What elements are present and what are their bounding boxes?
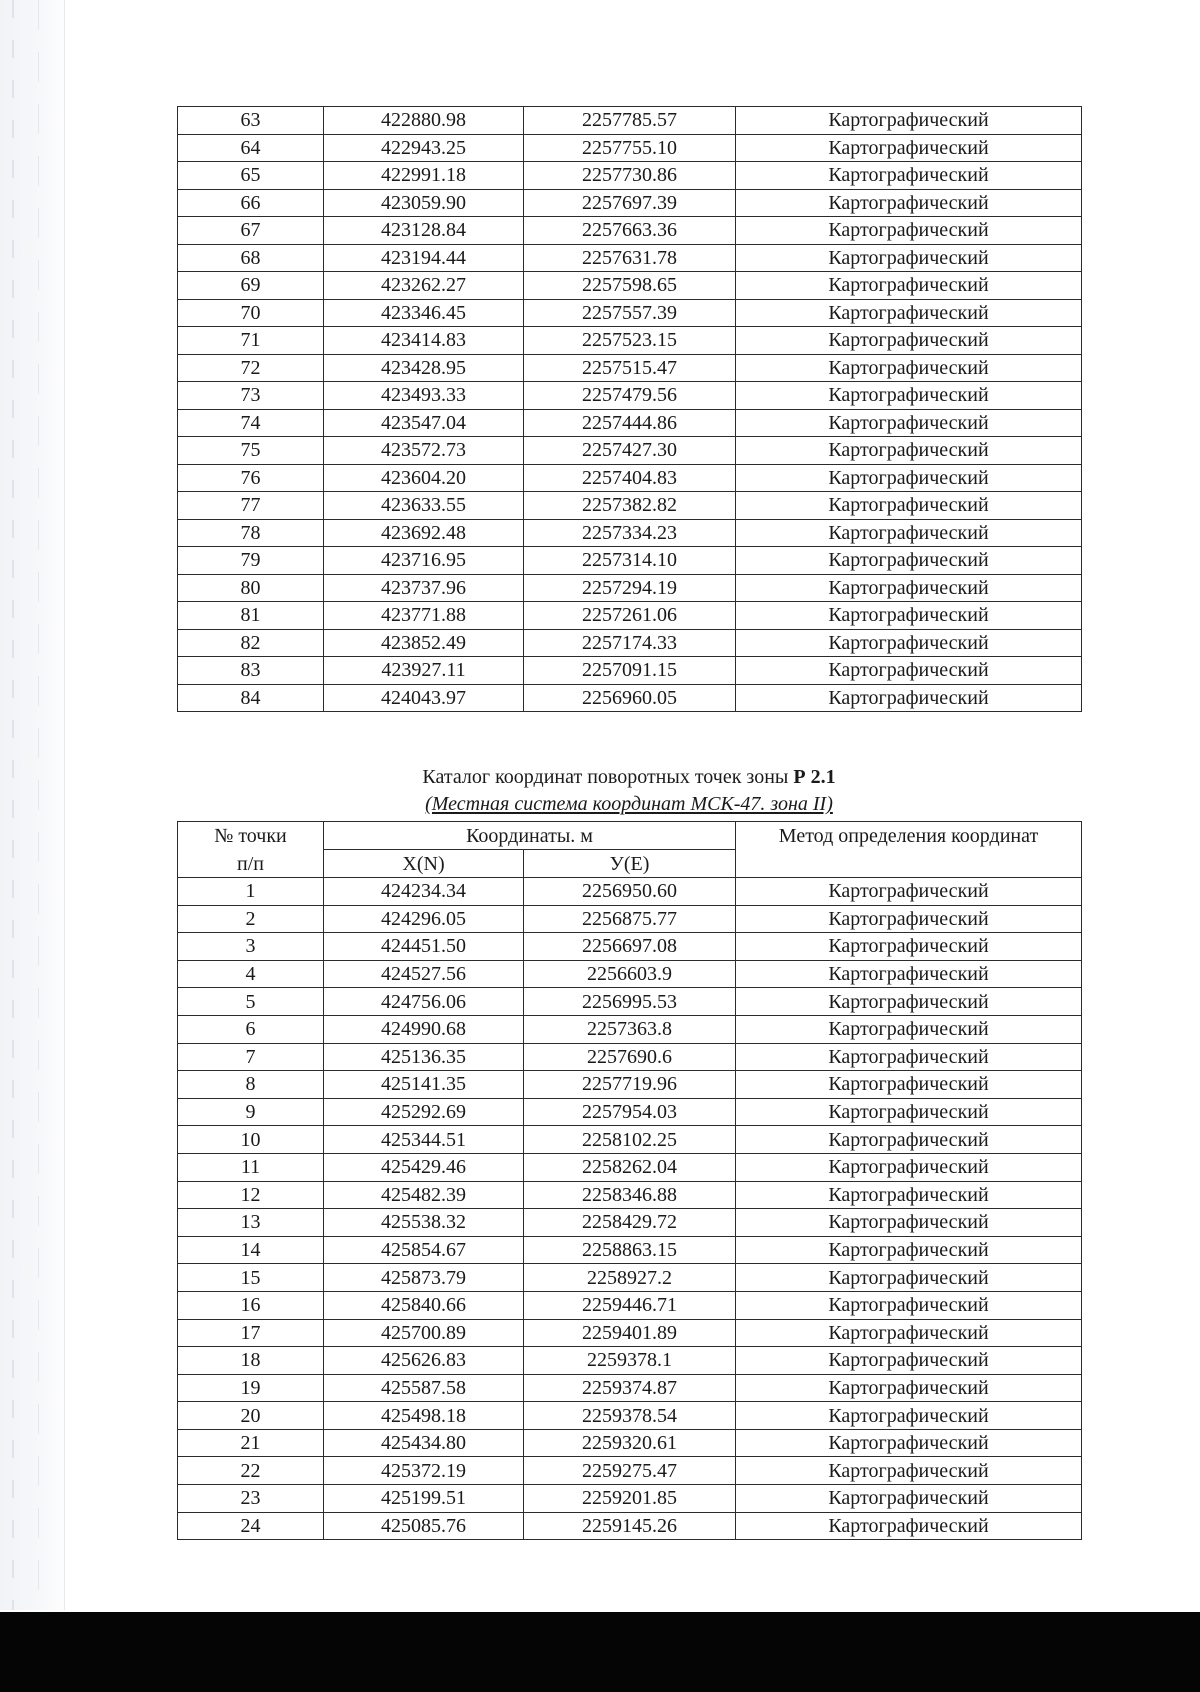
table-row bbox=[178, 684, 1082, 712]
header-method: Метод определения координат bbox=[736, 822, 1082, 878]
table-row bbox=[178, 574, 1082, 602]
cell-x: 423604.20 bbox=[324, 464, 524, 492]
cell-point-number: 81 bbox=[178, 602, 324, 630]
cell-x: 424043.97 bbox=[324, 684, 524, 712]
cell-method: Картографический bbox=[736, 1402, 1082, 1430]
table-row bbox=[178, 217, 1082, 245]
cell-x: 423128.84 bbox=[324, 217, 524, 245]
table-row bbox=[178, 1374, 1082, 1402]
cell-method: Картографический bbox=[736, 217, 1082, 245]
cell-y: 2256697.08 bbox=[524, 933, 736, 961]
cell-y: 2258927.2 bbox=[524, 1264, 736, 1292]
cell-method: Картографический bbox=[736, 1457, 1082, 1485]
cell-y: 2257755.10 bbox=[524, 134, 736, 162]
cell-y: 2256603.9 bbox=[524, 960, 736, 988]
cell-method: Картографический bbox=[736, 272, 1082, 300]
catalog-heading bbox=[177, 764, 1081, 818]
cell-method: Картографический bbox=[736, 1485, 1082, 1513]
cell-method: Картографический bbox=[736, 134, 1082, 162]
cell-y: 2257954.03 bbox=[524, 1098, 736, 1126]
cell-x: 425344.51 bbox=[324, 1126, 524, 1154]
cell-y: 2259201.85 bbox=[524, 1485, 736, 1513]
cell-y: 2259145.26 bbox=[524, 1512, 736, 1540]
cell-y: 2257091.15 bbox=[524, 657, 736, 685]
cell-y: 2256875.77 bbox=[524, 905, 736, 933]
cell-method: Картографический bbox=[736, 1291, 1082, 1319]
cell-y: 2258262.04 bbox=[524, 1153, 736, 1181]
cell-method: Картографический bbox=[736, 1512, 1082, 1540]
table-row bbox=[178, 905, 1082, 933]
cell-method: Картографический bbox=[736, 1071, 1082, 1099]
cell-point-number: 3 bbox=[178, 933, 324, 961]
cell-method: Картографический bbox=[736, 1126, 1082, 1154]
table-row bbox=[178, 1319, 1082, 1347]
table-row bbox=[178, 602, 1082, 630]
cell-method: Картографический bbox=[736, 960, 1082, 988]
cell-y: 2257697.39 bbox=[524, 189, 736, 217]
cell-method: Картографический bbox=[736, 602, 1082, 630]
cell-y: 2256960.05 bbox=[524, 684, 736, 712]
cell-x: 423716.95 bbox=[324, 547, 524, 575]
table-row bbox=[178, 1457, 1082, 1485]
cell-method: Картографический bbox=[736, 878, 1082, 906]
cell-x: 423633.55 bbox=[324, 492, 524, 520]
table-row bbox=[178, 107, 1082, 135]
cell-method: Картографический bbox=[736, 1181, 1082, 1209]
cell-x: 424296.05 bbox=[324, 905, 524, 933]
scan-bottom-border bbox=[0, 1612, 1200, 1692]
cell-point-number: 17 bbox=[178, 1319, 324, 1347]
cell-y: 2259275.47 bbox=[524, 1457, 736, 1485]
cell-y: 2257427.30 bbox=[524, 437, 736, 465]
cell-x: 423692.48 bbox=[324, 519, 524, 547]
header-point-number-label: № точки bbox=[214, 824, 287, 847]
cell-method: Картографический bbox=[736, 629, 1082, 657]
cell-y: 2257444.86 bbox=[524, 409, 736, 437]
cell-x: 425292.69 bbox=[324, 1098, 524, 1126]
cell-y: 2257174.33 bbox=[524, 629, 736, 657]
cell-x: 422943.25 bbox=[324, 134, 524, 162]
cell-point-number: 79 bbox=[178, 547, 324, 575]
table-row bbox=[178, 629, 1082, 657]
cell-x: 423493.33 bbox=[324, 382, 524, 410]
cell-x: 425538.32 bbox=[324, 1209, 524, 1237]
cell-method: Картографический bbox=[736, 1319, 1082, 1347]
cell-method: Картографический bbox=[736, 1264, 1082, 1292]
cell-x: 425372.19 bbox=[324, 1457, 524, 1485]
cell-method: Картографический bbox=[736, 905, 1082, 933]
table-row bbox=[178, 1071, 1082, 1099]
cell-y: 2259320.61 bbox=[524, 1429, 736, 1457]
cell-method: Картографический bbox=[736, 492, 1082, 520]
cell-method: Картографический bbox=[736, 244, 1082, 272]
table-row bbox=[178, 1512, 1082, 1540]
cell-point-number: 73 bbox=[178, 382, 324, 410]
cell-method: Картографический bbox=[736, 547, 1082, 575]
cell-point-number: 18 bbox=[178, 1347, 324, 1375]
cell-y: 2258863.15 bbox=[524, 1236, 736, 1264]
cell-method: Картографический bbox=[736, 409, 1082, 437]
cell-y: 2258346.88 bbox=[524, 1181, 736, 1209]
cell-y: 2257382.82 bbox=[524, 492, 736, 520]
coordinates-table-body bbox=[178, 107, 1082, 712]
cell-point-number: 22 bbox=[178, 1457, 324, 1485]
table-row bbox=[178, 1015, 1082, 1043]
cell-point-number: 70 bbox=[178, 299, 324, 327]
cell-y: 2259374.87 bbox=[524, 1374, 736, 1402]
cell-x: 425587.58 bbox=[324, 1374, 524, 1402]
cell-method: Картографический bbox=[736, 574, 1082, 602]
cell-point-number: 66 bbox=[178, 189, 324, 217]
table-row bbox=[178, 960, 1082, 988]
table-row bbox=[178, 1043, 1082, 1071]
cell-method: Картографический bbox=[736, 519, 1082, 547]
cell-x: 423572.73 bbox=[324, 437, 524, 465]
cell-point-number: 1 bbox=[178, 878, 324, 906]
cell-method: Картографический bbox=[736, 189, 1082, 217]
cell-method: Картографический bbox=[736, 437, 1082, 465]
header-y: У(E) bbox=[524, 850, 736, 878]
cell-x: 425498.18 bbox=[324, 1402, 524, 1430]
cell-x: 422991.18 bbox=[324, 162, 524, 190]
cell-point-number: 65 bbox=[178, 162, 324, 190]
header-point-number bbox=[178, 822, 324, 878]
table-row bbox=[178, 1291, 1082, 1319]
cell-method: Картографический bbox=[736, 988, 1082, 1016]
cell-point-number: 83 bbox=[178, 657, 324, 685]
catalog-zone-label: Р 2.1 bbox=[793, 766, 836, 788]
cell-method: Картографический bbox=[736, 327, 1082, 355]
cell-y: 2257719.96 bbox=[524, 1071, 736, 1099]
cell-method: Картографический bbox=[736, 1374, 1082, 1402]
table-row bbox=[178, 988, 1082, 1016]
table-row bbox=[178, 272, 1082, 300]
header-point-number-sublabel: п/п bbox=[237, 852, 264, 875]
table-row bbox=[178, 1402, 1082, 1430]
cell-y: 2257631.78 bbox=[524, 244, 736, 272]
cell-method: Картографический bbox=[736, 1153, 1082, 1181]
cell-y: 2257598.65 bbox=[524, 272, 736, 300]
cell-x: 423927.11 bbox=[324, 657, 524, 685]
cell-x: 425085.76 bbox=[324, 1512, 524, 1540]
table-row bbox=[178, 189, 1082, 217]
cell-point-number: 6 bbox=[178, 1015, 324, 1043]
catalog-title-text: Каталог координат поворотных точек зоны bbox=[422, 766, 789, 788]
cell-y: 2257479.56 bbox=[524, 382, 736, 410]
table-row bbox=[178, 547, 1082, 575]
cell-x: 423428.95 bbox=[324, 354, 524, 382]
cell-point-number: 67 bbox=[178, 217, 324, 245]
cell-y: 2257363.8 bbox=[524, 1015, 736, 1043]
table-row bbox=[178, 1153, 1082, 1181]
cell-point-number: 74 bbox=[178, 409, 324, 437]
cell-method: Картографический bbox=[736, 1209, 1082, 1237]
cell-x: 425429.46 bbox=[324, 1153, 524, 1181]
table-row bbox=[178, 1347, 1082, 1375]
catalog-subtitle: (Местная система координат МСК-47. зона II) bbox=[425, 793, 833, 815]
cell-point-number: 84 bbox=[178, 684, 324, 712]
cell-x: 422880.98 bbox=[324, 107, 524, 135]
cell-y: 2257557.39 bbox=[524, 299, 736, 327]
cell-y: 2257663.36 bbox=[524, 217, 736, 245]
cell-x: 423059.90 bbox=[324, 189, 524, 217]
cell-x: 424234.34 bbox=[324, 878, 524, 906]
cell-x: 425199.51 bbox=[324, 1485, 524, 1513]
cell-point-number: 12 bbox=[178, 1181, 324, 1209]
scan-margin-strip bbox=[0, 0, 65, 1610]
cell-point-number: 8 bbox=[178, 1071, 324, 1099]
cell-x: 425482.39 bbox=[324, 1181, 524, 1209]
cell-point-number: 69 bbox=[178, 272, 324, 300]
cell-x: 423262.27 bbox=[324, 272, 524, 300]
cell-point-number: 15 bbox=[178, 1264, 324, 1292]
table-row bbox=[178, 1181, 1082, 1209]
cell-point-number: 16 bbox=[178, 1291, 324, 1319]
table-row bbox=[178, 492, 1082, 520]
cell-method: Картографический bbox=[736, 657, 1082, 685]
header-coordinates: Координаты. м bbox=[324, 822, 736, 850]
cell-method: Картографический bbox=[736, 1236, 1082, 1264]
cell-y: 2256995.53 bbox=[524, 988, 736, 1016]
cell-point-number: 13 bbox=[178, 1209, 324, 1237]
cell-method: Картографический bbox=[736, 1015, 1082, 1043]
cell-x: 425700.89 bbox=[324, 1319, 524, 1347]
cell-x: 424451.50 bbox=[324, 933, 524, 961]
cell-point-number: 77 bbox=[178, 492, 324, 520]
cell-y: 2257515.47 bbox=[524, 354, 736, 382]
cell-y: 2256950.60 bbox=[524, 878, 736, 906]
table-row bbox=[178, 1429, 1082, 1457]
cell-x: 423771.88 bbox=[324, 602, 524, 630]
cell-method: Картографический bbox=[736, 354, 1082, 382]
cell-point-number: 75 bbox=[178, 437, 324, 465]
cell-point-number: 71 bbox=[178, 327, 324, 355]
table-row bbox=[178, 382, 1082, 410]
cell-method: Картографический bbox=[736, 464, 1082, 492]
cell-point-number: 80 bbox=[178, 574, 324, 602]
cell-x: 425141.35 bbox=[324, 1071, 524, 1099]
table-row bbox=[178, 1264, 1082, 1292]
cell-point-number: 20 bbox=[178, 1402, 324, 1430]
table-row bbox=[178, 1098, 1082, 1126]
cell-point-number: 7 bbox=[178, 1043, 324, 1071]
coordinates-table-continued bbox=[177, 106, 1082, 712]
cell-point-number: 76 bbox=[178, 464, 324, 492]
cell-point-number: 11 bbox=[178, 1153, 324, 1181]
cell-y: 2257261.06 bbox=[524, 602, 736, 630]
table-row bbox=[178, 878, 1082, 906]
cell-x: 425626.83 bbox=[324, 1347, 524, 1375]
cell-point-number: 68 bbox=[178, 244, 324, 272]
cell-method: Картографический bbox=[736, 684, 1082, 712]
cell-y: 2257785.57 bbox=[524, 107, 736, 135]
cell-y: 2257334.23 bbox=[524, 519, 736, 547]
cell-point-number: 5 bbox=[178, 988, 324, 1016]
cell-point-number: 82 bbox=[178, 629, 324, 657]
cell-y: 2258429.72 bbox=[524, 1209, 736, 1237]
cell-method: Картографический bbox=[736, 933, 1082, 961]
table-row bbox=[178, 437, 1082, 465]
cell-point-number: 72 bbox=[178, 354, 324, 382]
cell-point-number: 23 bbox=[178, 1485, 324, 1513]
cell-method: Картографический bbox=[736, 1043, 1082, 1071]
cell-point-number: 21 bbox=[178, 1429, 324, 1457]
zone-coordinates-table bbox=[177, 821, 1082, 1540]
cell-method: Картографический bbox=[736, 1429, 1082, 1457]
cell-y: 2257404.83 bbox=[524, 464, 736, 492]
cell-method: Картографический bbox=[736, 1098, 1082, 1126]
cell-y: 2257523.15 bbox=[524, 327, 736, 355]
cell-y: 2257294.19 bbox=[524, 574, 736, 602]
cell-method: Картографический bbox=[736, 382, 1082, 410]
table-row bbox=[178, 299, 1082, 327]
cell-x: 423194.44 bbox=[324, 244, 524, 272]
table-row bbox=[178, 933, 1082, 961]
table-row bbox=[178, 657, 1082, 685]
table-row bbox=[178, 244, 1082, 272]
cell-point-number: 78 bbox=[178, 519, 324, 547]
cell-x: 425873.79 bbox=[324, 1264, 524, 1292]
cell-point-number: 10 bbox=[178, 1126, 324, 1154]
table-row bbox=[178, 1126, 1082, 1154]
table-row bbox=[178, 464, 1082, 492]
cell-x: 424527.56 bbox=[324, 960, 524, 988]
cell-point-number: 64 bbox=[178, 134, 324, 162]
cell-x: 424990.68 bbox=[324, 1015, 524, 1043]
cell-x: 423852.49 bbox=[324, 629, 524, 657]
table-row bbox=[178, 162, 1082, 190]
cell-point-number: 14 bbox=[178, 1236, 324, 1264]
cell-point-number: 2 bbox=[178, 905, 324, 933]
cell-point-number: 19 bbox=[178, 1374, 324, 1402]
table-row bbox=[178, 1209, 1082, 1237]
cell-x: 423414.83 bbox=[324, 327, 524, 355]
cell-x: 423346.45 bbox=[324, 299, 524, 327]
cell-y: 2257730.86 bbox=[524, 162, 736, 190]
zone-coordinates-table-body bbox=[178, 878, 1082, 1540]
cell-point-number: 4 bbox=[178, 960, 324, 988]
catalog-title bbox=[177, 764, 1081, 791]
cell-point-number: 24 bbox=[178, 1512, 324, 1540]
cell-x: 423547.04 bbox=[324, 409, 524, 437]
cell-point-number: 63 bbox=[178, 107, 324, 135]
cell-y: 2257314.10 bbox=[524, 547, 736, 575]
cell-x: 425434.80 bbox=[324, 1429, 524, 1457]
table-row bbox=[178, 1485, 1082, 1513]
table-row bbox=[178, 327, 1082, 355]
table-row bbox=[178, 1236, 1082, 1264]
table-header-row bbox=[178, 822, 1082, 850]
table-row bbox=[178, 519, 1082, 547]
cell-method: Картографический bbox=[736, 1347, 1082, 1375]
cell-method: Картографический bbox=[736, 299, 1082, 327]
table-row bbox=[178, 354, 1082, 382]
cell-x: 425854.67 bbox=[324, 1236, 524, 1264]
cell-y: 2257690.6 bbox=[524, 1043, 736, 1071]
cell-y: 2259378.54 bbox=[524, 1402, 736, 1430]
cell-y: 2259378.1 bbox=[524, 1347, 736, 1375]
cell-y: 2258102.25 bbox=[524, 1126, 736, 1154]
cell-point-number: 9 bbox=[178, 1098, 324, 1126]
cell-x: 423737.96 bbox=[324, 574, 524, 602]
cell-x: 424756.06 bbox=[324, 988, 524, 1016]
cell-y: 2259401.89 bbox=[524, 1319, 736, 1347]
cell-method: Картографический bbox=[736, 162, 1082, 190]
table-row bbox=[178, 134, 1082, 162]
header-x: X(N) bbox=[324, 850, 524, 878]
cell-y: 2259446.71 bbox=[524, 1291, 736, 1319]
cell-x: 425840.66 bbox=[324, 1291, 524, 1319]
table-row bbox=[178, 409, 1082, 437]
cell-method: Картографический bbox=[736, 107, 1082, 135]
cell-x: 425136.35 bbox=[324, 1043, 524, 1071]
